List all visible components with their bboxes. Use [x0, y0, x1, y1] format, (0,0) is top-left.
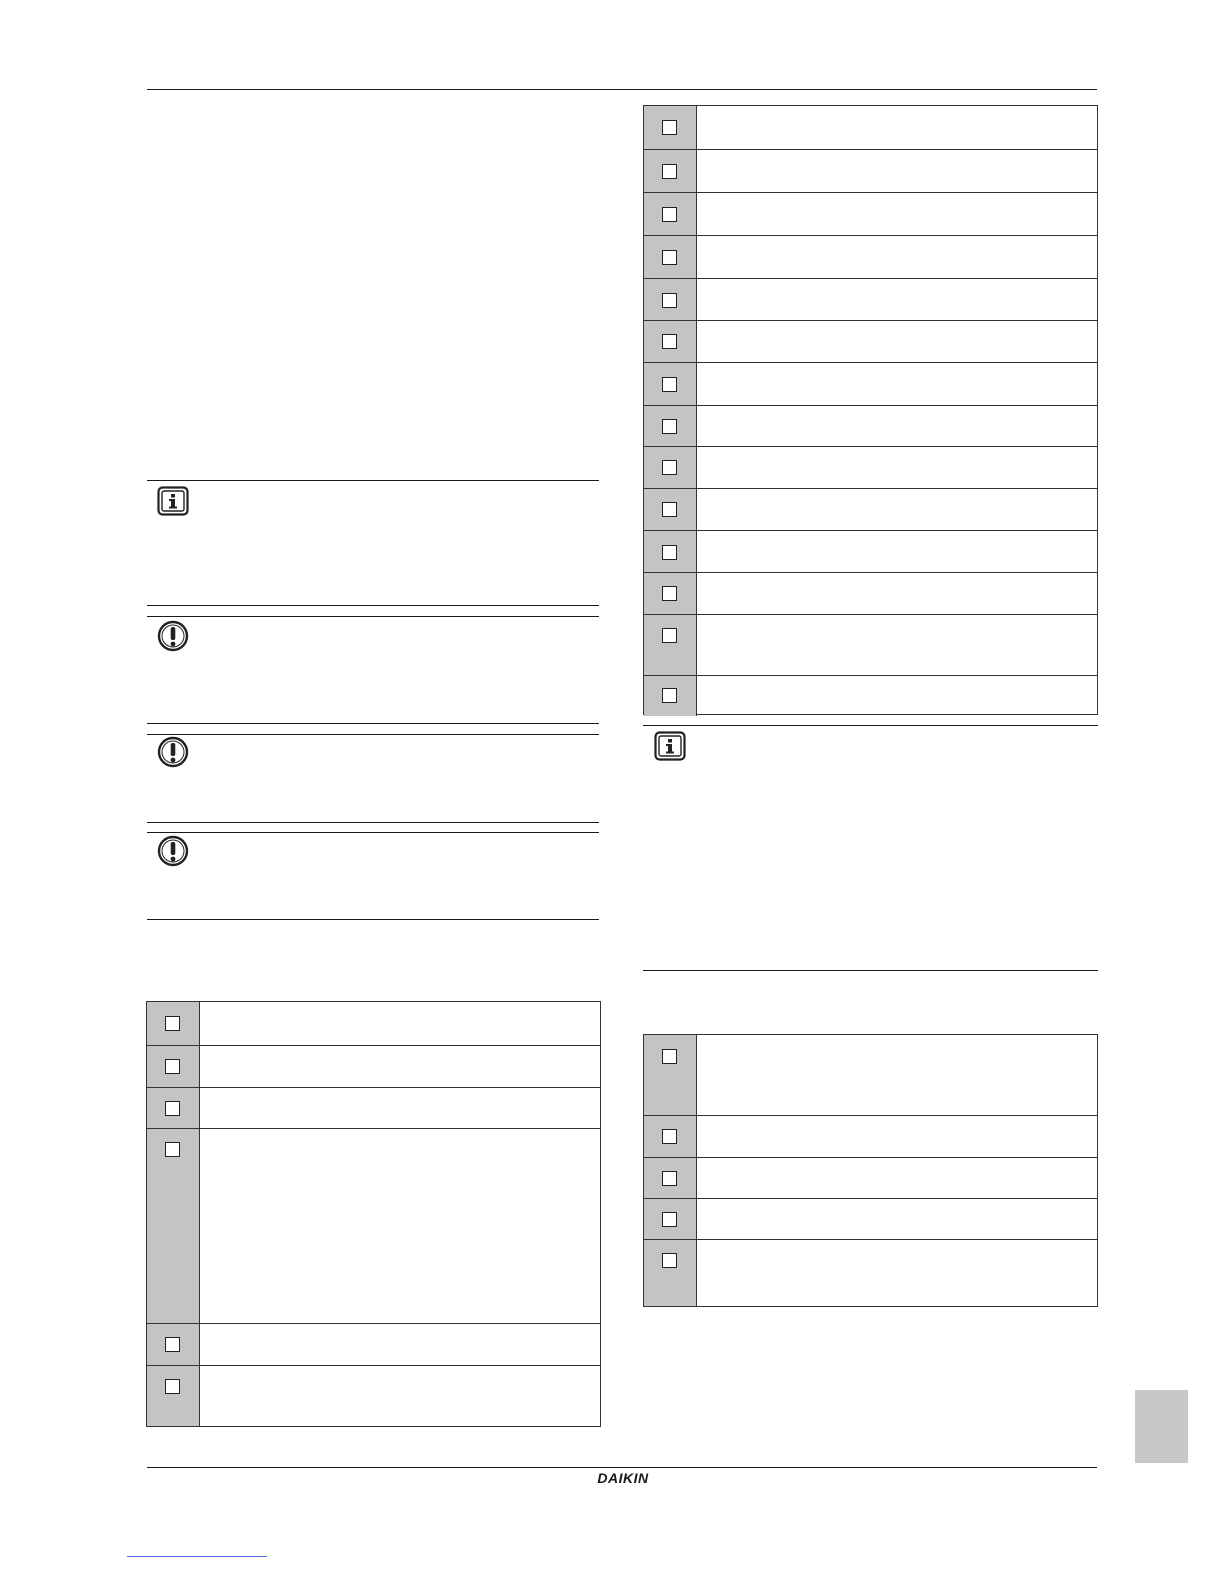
checkbox-cell: [644, 676, 697, 716]
checkbox-cell: [147, 1366, 200, 1426]
checkbox[interactable]: [662, 1253, 677, 1268]
checkbox-cell: [644, 406, 697, 446]
checkbox[interactable]: [662, 460, 677, 475]
notice-info-right-top-rule: [643, 725, 1098, 726]
notice-info-right-bottom-rule: [643, 970, 1098, 971]
footer-rule: [147, 1467, 1097, 1468]
checkbox-cell: [644, 531, 697, 572]
checkbox-cell: [644, 150, 697, 192]
checkbox[interactable]: [662, 293, 677, 308]
checkbox-cell: [644, 1240, 697, 1306]
checkbox[interactable]: [165, 1059, 180, 1074]
notice-warning-1-top-rule-2: [147, 616, 599, 617]
checkbox-cell: [147, 1046, 200, 1087]
notice-warning-3-bottom-rule: [147, 919, 599, 920]
checkbox-cell: [644, 1158, 697, 1198]
checklist-row: [147, 1128, 600, 1323]
notice-warning-1-top-rule: [147, 605, 599, 606]
checkbox-cell: [147, 1129, 200, 1323]
checkbox-cell: [644, 1035, 697, 1115]
checklist-row: [644, 362, 1097, 405]
daikin-logo: [587, 1471, 659, 1485]
checkbox[interactable]: [662, 1212, 677, 1227]
checklist-row: [644, 446, 1097, 488]
checkbox-cell: [644, 447, 697, 488]
checklist-row: [644, 1239, 1097, 1306]
checklist-row: [644, 1198, 1097, 1239]
checklist-row: [644, 488, 1097, 530]
notice-warning-3-top-rule-2: [147, 832, 599, 833]
notice-warning-3-top-rule: [147, 822, 599, 823]
checkbox-cell: [644, 1199, 697, 1239]
checkbox[interactable]: [662, 1049, 677, 1064]
checkbox[interactable]: [662, 545, 677, 560]
checkbox-cell: [644, 106, 697, 149]
notice-warning-2-top-rule-2: [147, 734, 599, 735]
checkbox-cell: [644, 321, 697, 362]
checkbox-cell: [644, 363, 697, 405]
checkbox-cell: [147, 1002, 200, 1045]
checkbox-cell: [644, 1116, 697, 1157]
link-underline[interactable]: [127, 1556, 267, 1557]
checklist-row: [644, 614, 1097, 675]
checklist-row: [644, 1035, 1097, 1115]
checklist-row: [147, 1087, 600, 1128]
exclamation-icon: [157, 620, 189, 657]
checklist-row: [644, 235, 1097, 278]
checklist-table-left: [146, 1001, 601, 1427]
exclamation-icon: [157, 736, 189, 773]
checkbox[interactable]: [662, 688, 677, 703]
checkbox[interactable]: [662, 377, 677, 392]
checkbox-cell: [644, 573, 697, 614]
checklist-row: [644, 572, 1097, 614]
checkbox-cell: [644, 615, 697, 675]
checklist-row: [644, 530, 1097, 572]
checklist-row: [147, 1002, 600, 1045]
checklist-row: [644, 320, 1097, 362]
checkbox[interactable]: [662, 207, 677, 222]
info-icon: [157, 486, 189, 521]
logo-text: DAIKIN: [597, 1471, 649, 1485]
notice-warning-2-top-rule: [147, 723, 599, 724]
checkbox-cell: [644, 193, 697, 235]
checkbox-cell: [147, 1324, 200, 1365]
checkbox[interactable]: [662, 164, 677, 179]
checkbox[interactable]: [662, 1171, 677, 1186]
checklist-row: [147, 1323, 600, 1365]
checkbox[interactable]: [662, 250, 677, 265]
checkbox[interactable]: [165, 1101, 180, 1116]
checklist-table-right-top: [643, 105, 1098, 715]
checkbox[interactable]: [165, 1337, 180, 1352]
checkbox[interactable]: [662, 502, 677, 517]
checkbox[interactable]: [165, 1379, 180, 1394]
checklist-row: [644, 192, 1097, 235]
checklist-row: [644, 1157, 1097, 1198]
checklist-row: [644, 149, 1097, 192]
checkbox[interactable]: [165, 1142, 180, 1157]
checkbox[interactable]: [662, 586, 677, 601]
checklist-row: [644, 675, 1097, 716]
checklist-table-right-bottom: [643, 1034, 1098, 1307]
checkbox[interactable]: [662, 334, 677, 349]
checkbox[interactable]: [662, 1129, 677, 1144]
checklist-row: [147, 1045, 600, 1087]
header-rule: [147, 89, 1097, 90]
checkbox[interactable]: [662, 419, 677, 434]
checkbox[interactable]: [662, 628, 677, 643]
exclamation-icon: [157, 835, 189, 872]
info-icon: [654, 731, 686, 766]
checkbox-cell: [644, 489, 697, 530]
chapter-side-tab: [1135, 1390, 1188, 1463]
checkbox-cell: [644, 279, 697, 320]
checklist-row: [644, 1115, 1097, 1157]
checkbox[interactable]: [165, 1016, 180, 1031]
checkbox-cell: [644, 236, 697, 278]
checklist-row: [644, 278, 1097, 320]
checkbox[interactable]: [662, 120, 677, 135]
checkbox-cell: [147, 1088, 200, 1128]
notice-info-top-rule: [147, 480, 599, 481]
checklist-row: [644, 405, 1097, 446]
checklist-row: [147, 1365, 600, 1426]
checklist-row: [644, 106, 1097, 149]
